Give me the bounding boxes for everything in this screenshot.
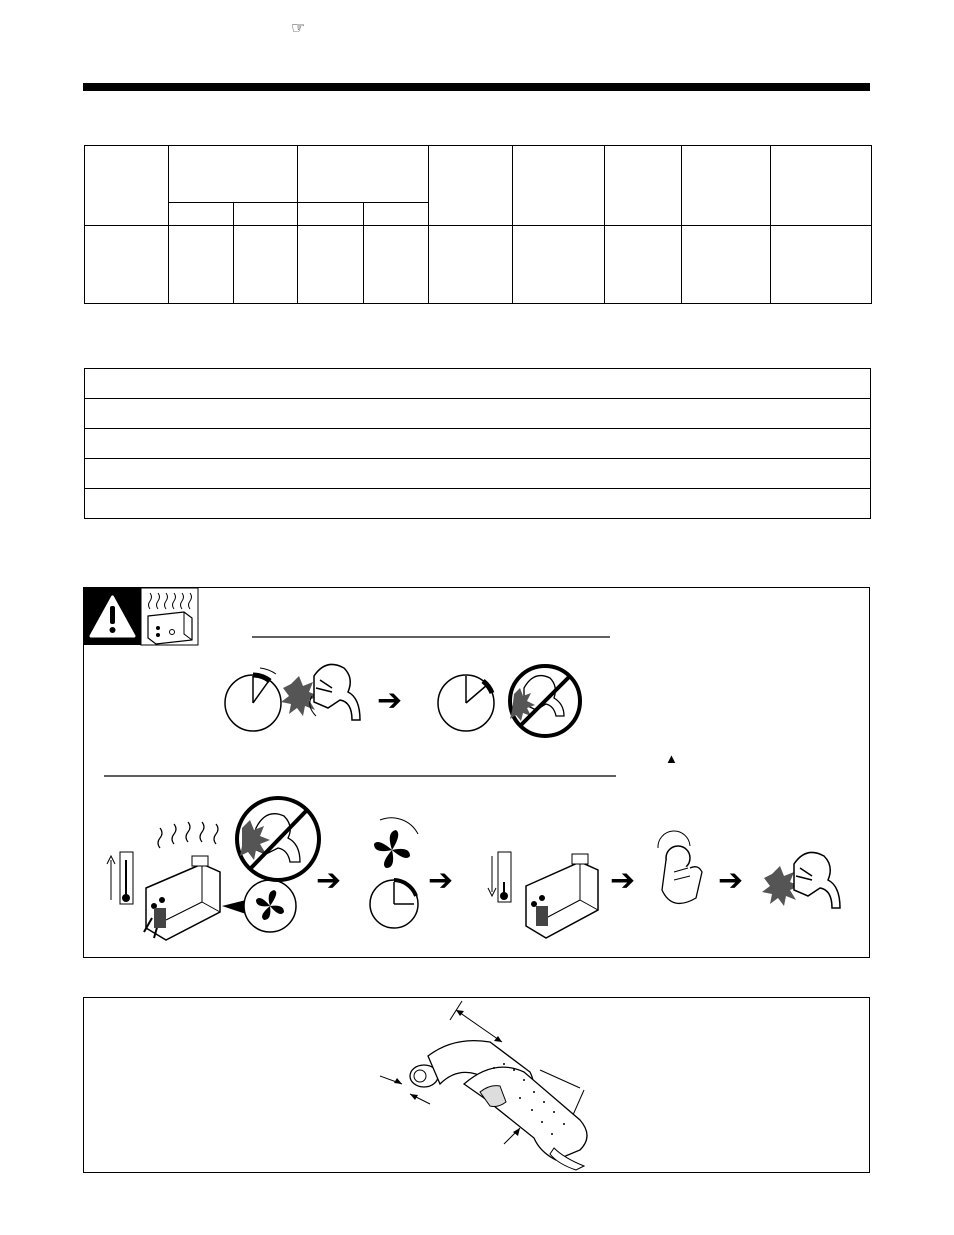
spec-header-cell	[85, 146, 169, 226]
heat-waves-icon	[158, 822, 218, 848]
spec-data-cell	[298, 226, 364, 304]
spec-header-cell	[429, 146, 513, 226]
spec-header-cell	[771, 146, 872, 226]
specifications-table	[84, 145, 872, 304]
welder-icon	[762, 852, 840, 908]
spec-data-cell	[429, 226, 513, 304]
no-welding-icon	[510, 666, 580, 736]
reference-hand-icon: ☞	[291, 18, 306, 37]
warning-triangle-icon	[84, 588, 141, 645]
section-rule	[83, 83, 870, 91]
info-table	[84, 368, 871, 519]
welder-icon	[281, 664, 360, 720]
info-row	[85, 399, 871, 429]
fan-icon	[374, 818, 418, 868]
spec-data-cell	[364, 226, 429, 304]
clock-icon	[370, 880, 418, 928]
spec-header-cell	[169, 146, 298, 203]
note-marker: ▲	[665, 751, 678, 766]
spec-header-cell	[682, 146, 771, 226]
info-row	[85, 369, 871, 399]
no-welding-icon	[237, 798, 319, 880]
spec-header-cell	[605, 146, 682, 226]
spec-data-cell	[85, 226, 169, 304]
clock-icon	[225, 668, 281, 731]
duty-cycle-panel	[83, 587, 870, 958]
spec-subheader-cell	[234, 203, 298, 226]
info-row	[85, 489, 871, 519]
spec-data-cell	[605, 226, 682, 304]
thermometer-falling-icon	[488, 852, 511, 902]
spec-data-cell	[771, 226, 872, 304]
arrow-icon: ➔	[377, 683, 403, 718]
info-row	[85, 429, 871, 459]
power-source-icon	[526, 854, 598, 938]
torch-panel	[83, 997, 870, 1173]
info-row	[85, 459, 871, 489]
spec-subheader-cell	[364, 203, 429, 226]
hot-machine-icon	[141, 588, 198, 645]
plasma-torch-icon	[84, 998, 869, 1172]
arrow-icon: ➔	[428, 863, 454, 898]
spec-subheader-cell	[298, 203, 364, 226]
thermometer-rising-icon	[107, 852, 133, 904]
fan-icon	[244, 880, 296, 932]
hand-knob-icon	[658, 831, 702, 903]
spec-header-cell	[513, 146, 605, 226]
arrow-icon: ➔	[316, 863, 342, 898]
arrow-icon: ➔	[610, 863, 636, 898]
spec-header-cell	[298, 146, 429, 203]
clock-icon	[438, 675, 494, 731]
arrow-icon: ➔	[718, 863, 744, 898]
spec-data-cell	[682, 226, 771, 304]
pointer-wedge	[222, 900, 246, 914]
spec-data-cell	[513, 226, 605, 304]
power-source-icon	[144, 856, 220, 940]
spec-data-cell	[169, 226, 234, 304]
spec-data-cell	[234, 226, 298, 304]
spec-subheader-cell	[169, 203, 234, 226]
